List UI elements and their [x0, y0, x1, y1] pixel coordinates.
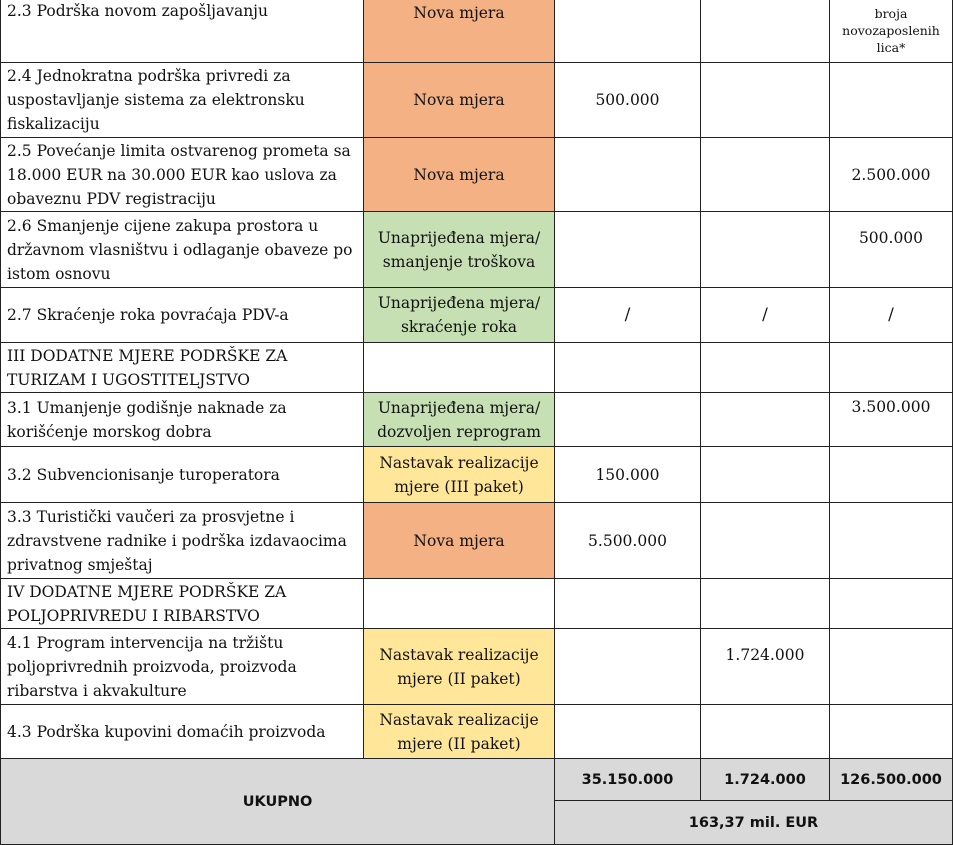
empty-cell — [555, 579, 701, 629]
section-heading: III DODATNE MJERE PODRŠKE ZA TURIZAM I UGOSTITELJSTVO — [1, 343, 364, 393]
amount-col2 — [701, 393, 830, 447]
amount-col2 — [701, 447, 830, 503]
grand-total: 163,37 mil. EUR — [555, 801, 953, 845]
empty-cell — [830, 343, 953, 393]
amount-col2 — [701, 0, 830, 63]
amount-col2: 1.724.000 — [701, 629, 830, 705]
amount-col3: / — [830, 288, 953, 343]
measure-status: Unaprijeđena mjera/ smanjenje troškova — [364, 212, 555, 288]
measure-name: 3.2 Subvencionisanje turoperatora — [1, 447, 364, 503]
amount-col3: 2.500.000 — [830, 138, 953, 212]
amount-col3: 500.000 — [830, 212, 953, 288]
table-row — [1, 138, 953, 212]
amount-col2 — [701, 503, 830, 579]
measure-status: Nastavak realizacije mjere (III paket) — [364, 447, 555, 503]
measure-status: Nova mjera — [364, 63, 555, 138]
amount-col1 — [555, 393, 701, 447]
measure-status: Nova mjera — [364, 138, 555, 212]
amount-col1 — [555, 138, 701, 212]
table-row — [1, 503, 953, 579]
table-row — [1, 212, 953, 288]
measure-name: 2.5 Povećanje limita ostvarenog prometa sa 18.000 EUR na 30.000 EUR kao uslova za obaveznu PDV registraciju — [1, 138, 364, 212]
total-col1: 35.150.000 — [555, 759, 701, 801]
table-row — [1, 63, 953, 138]
amount-col2 — [701, 212, 830, 288]
amount-col1 — [555, 0, 701, 63]
section-heading: IV DODATNE MJERE PODRŠKE ZA POLJOPRIVREDU I RIBARSTVO — [1, 579, 364, 629]
amount-col2 — [701, 63, 830, 138]
empty-cell — [830, 579, 953, 629]
empty-cell — [701, 343, 830, 393]
measure-name: 3.1 Umanjenje godišnje naknade za korišćenje morskog dobra — [1, 393, 364, 447]
amount-col3 — [830, 705, 953, 759]
measure-status: Unaprijeđena mjera/ dozvoljen reprogram — [364, 393, 555, 447]
amount-col2: / — [701, 288, 830, 343]
section-row — [1, 343, 953, 393]
amount-col1 — [555, 212, 701, 288]
amount-col1 — [555, 629, 701, 705]
measure-status: Nova mjera — [364, 503, 555, 579]
amount-col1: 500.000 — [555, 63, 701, 138]
empty-cell — [364, 579, 555, 629]
amount-col3 — [830, 63, 953, 138]
measure-status: Nastavak realizacije mjere (II paket) — [364, 705, 555, 759]
amount-col1: 150.000 — [555, 447, 701, 503]
measure-status: Nova mjera — [364, 0, 555, 63]
table-row — [1, 629, 953, 705]
measure-name: 3.3 Turistički vaučeri za prosvjetne i zdravstvene radnike i podrška izdavaocima privatnog smještaj — [1, 503, 364, 579]
measure-status: Unaprijeđena mjera/ skraćenje roka — [364, 288, 555, 343]
table-row — [1, 705, 953, 759]
table-row — [1, 447, 953, 503]
measure-name: 2.6 Smanjenje cijene zakupa prostora u državnom vlasništvu i odlaganje obaveze po istom osnovu — [1, 212, 364, 288]
total-col3: 126.500.000 — [830, 759, 953, 801]
amount-col3: 3.500.000 — [830, 393, 953, 447]
amount-col3 — [830, 629, 953, 705]
amount-col3 — [830, 447, 953, 503]
measure-name: 2.3 Podrška novom zapošljavanju — [1, 0, 364, 63]
measure-name: 4.3 Podrška kupovini domaćih proizvoda — [1, 705, 364, 759]
measure-name: 4.1 Program intervencija na tržištu poljoprivrednih proizvoda, proizvoda ribarstva i akvakulture — [1, 629, 364, 705]
total-row — [1, 759, 953, 801]
table-row — [1, 393, 953, 447]
amount-col2 — [701, 705, 830, 759]
amount-col1: / — [555, 288, 701, 343]
measure-name: 2.7 Skraćenje roka povraćaja PDV-a — [1, 288, 364, 343]
section-row — [1, 579, 953, 629]
table-row — [1, 288, 953, 343]
empty-cell — [701, 579, 830, 629]
amount-col3: broja novozaposlenih lica* — [830, 0, 953, 63]
amount-col2 — [701, 138, 830, 212]
amount-col3 — [830, 503, 953, 579]
empty-cell — [364, 343, 555, 393]
amount-col1: 5.500.000 — [555, 503, 701, 579]
measure-status: Nastavak realizacije mjere (II paket) — [364, 629, 555, 705]
measure-name: 2.4 Jednokratna podrška privredi za uspostavljanje sistema za elektronsku fiskalizaciju — [1, 63, 364, 138]
total-label: UKUPNO — [1, 759, 555, 845]
table-row — [1, 0, 953, 63]
empty-cell — [555, 343, 701, 393]
total-col2: 1.724.000 — [701, 759, 830, 801]
amount-col1 — [555, 705, 701, 759]
